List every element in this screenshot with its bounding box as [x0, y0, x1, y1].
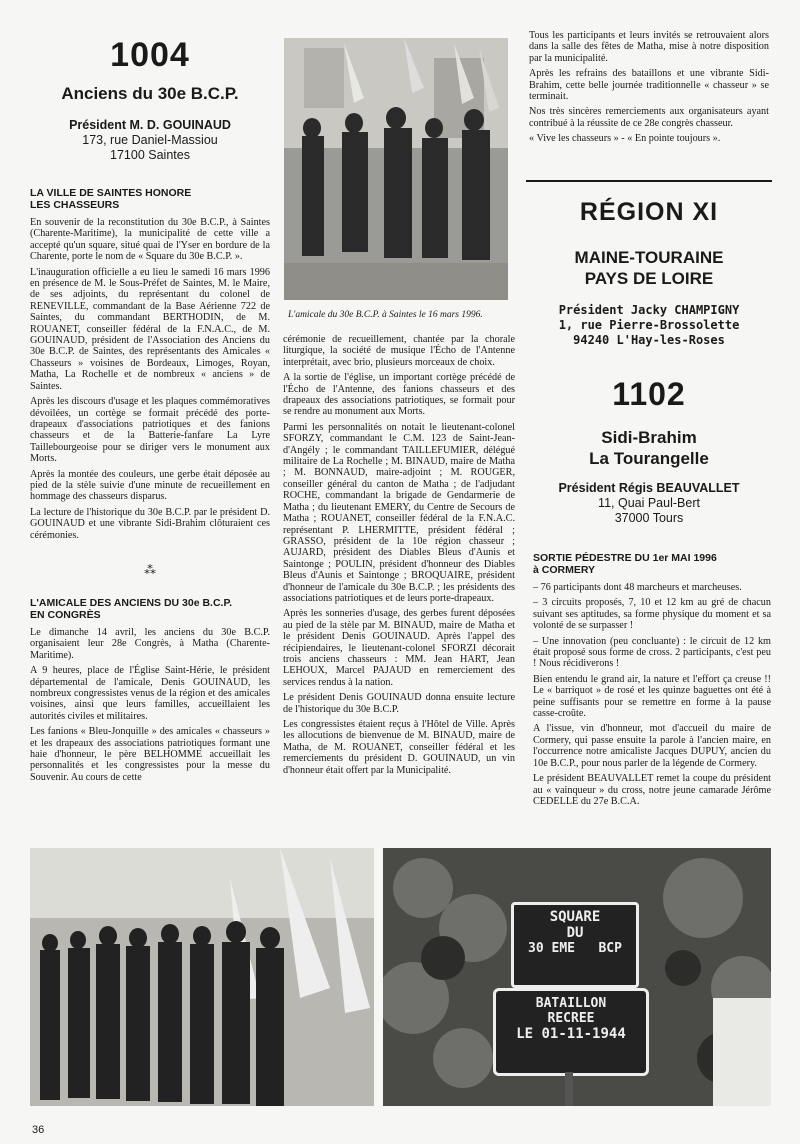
club-1102-block	[526, 376, 772, 526]
square-name-sign	[511, 902, 639, 988]
right-top-text	[529, 30, 769, 149]
ceremony-photo	[284, 38, 508, 300]
paragraph: A l'issue, vin d'honneur, mot d'accueil du maire de Cormery, qui passe ensuite la parole à l'ancien maire, en l'occurrence notre amicaliste Jacques DUPUY, ancien du 10e B.C.P., pour nous parler de la légende de Cormery.	[533, 723, 771, 769]
paragraph: Le président Denis GOUINAUD donna ensuite lecture de l'historique du 30e B.C.P.	[283, 692, 515, 715]
paragraph: A 9 heures, place de l'Église Saint-Hérie, le président départemental de l'amicale, Denis GOUINAUD, les nombreux congressistes venus de la région et des amicales voisines, ainsi que leurs familles, accueillaient les autorités civiles et militaires.	[30, 665, 270, 722]
address-line: 173, rue Daniel-Massiou	[82, 133, 218, 147]
sign-text: 30 EME BCP	[528, 941, 622, 956]
paragraph: – 76 participants dont 48 marcheurs et marcheuses.	[533, 582, 742, 593]
club-title: Anciens du 30e B.C.P.	[61, 84, 239, 103]
president-block	[30, 118, 270, 163]
heading-line: L'AMICALE DES ANCIENS DU 30e B.C.P.	[30, 596, 233, 609]
paragraph: Après la montée des couleurs, une gerbe était déposée au pied de la stèle suivie d'une minute de recueillement en hommage des chasseurs disparus.	[30, 468, 270, 503]
paragraph: « Vive les chasseurs » - « En pointe toujours ».	[529, 133, 721, 145]
sign-text: SQUARE	[549, 909, 601, 925]
paragraph: Tous les participants et leurs invités se retrouvaient alors dans la salle des fêtes de Matha, mise à notre disposition par la municipalité.	[529, 30, 769, 64]
region-subtitle: PAYS DE LOIRE	[584, 269, 714, 288]
region-subtitle: MAINE-TOURAINE	[574, 248, 724, 267]
heading-line: à CORMERY	[533, 564, 596, 576]
section-heading	[30, 187, 270, 211]
paragraph: Après les refrains des bataillons et une vibrante Sidi-Brahim, cette belle journée traditionnelle « chasseur » se terminait.	[529, 68, 769, 103]
sign-text: RECREE	[547, 1011, 595, 1026]
sign-text: BATAILLON	[535, 996, 607, 1011]
paragraph: Parmi les personnalités on notait le lieutenant-colonel SFORZY, commandant le C.M. 123 de Saint-Jean-d'Angély ; le commandant TAILLEFUMIER, délégué militaire de La Rochelle ; M. BINAUD, maire de Matha ; M. BONNAUD, maire-adjoint ; M. ROUGER, conseiller général du canton de Matha ; de l'adjudant ROCHE, commandant la brigade de Gendarmerie de Matha ; du lieutenant EMERY, du Centre de Secours de Matha ; ROUANET, conseiller fédéral de la F.N.A.C. représentant P. LHERMITTE, président fédéral ; GRASSO, président de la 10e région chasseur ; AUJARD, président des Diables Bleus d'Aunis et Saintonge ; POULIN, président d'honneur des Diables Bleus d'Aunis et Saintonge ; BROQUAIRE, président d'honneur de l'amicale du 30e B.C.P. ; les présidents des associations patriotiques et de leurs porte-drapeaux.	[283, 421, 515, 604]
left-column	[30, 36, 270, 787]
club-title: Sidi-Brahim	[601, 428, 697, 447]
paragraph: Les congressistes étaient reçus à l'Hôtel de Ville. Après les allocutions de bienvenue de M. BINAUD, maire de Matha, de M. ROUANET, conseiller fédéral et les remerciements du président D. GOUINAUD, un vin d'honneur était offert par la Municipalité.	[283, 719, 515, 776]
address-line: 94240 L'Hay-les-Roses	[573, 333, 725, 347]
address-line: 11, Quai Paul-Bert	[598, 496, 700, 510]
sign-text: LE 01-11-1944	[516, 1026, 626, 1042]
square-sign-photo	[383, 848, 771, 1106]
flag-bearers-photo	[30, 848, 374, 1106]
paragraph: cérémonie de recueillement, chantée par la chorale liturgique, la société de musique l'Écho de l'Antenne interprétait, avec brio, plusieurs morceaux de choix.	[283, 334, 515, 368]
address-line: 37000 Tours	[614, 511, 684, 525]
club-number-1004: 1004	[110, 36, 190, 74]
heading-line: LES CHASSEURS	[30, 199, 120, 211]
bataillon-sign	[493, 988, 649, 1076]
paragraph: L'inauguration officielle a eu lieu le samedi 16 mars 1996 en présence de M. le Sous-Préfet de Saintes, M. le Maire, de ses adjoints, du représentant du colonel de RENEVILLE, commandant de la Base Aérienne 722 de Saintes, du commandant BERTHODIN, de M. ROUANET, conseiller fédéral de la F.N.A.C., de M. GOUINAUD, président de l'Association des Anciens du 30e B.C.P. de Saintes, des représentants des Amicales « Chasseurs » voisines de Bordeaux, Limoges, Royan, Matha, La Rochelle et de nombreux « anciens » de Saintes.	[30, 266, 270, 392]
club-title: La Tourangelle	[589, 449, 709, 468]
page-number: 36	[32, 1124, 45, 1136]
paragraph: A la sortie de l'église, un important cortège précédé de l'Écho de l'Antenne, des fanions chasseurs et des drapeaux des associations patriotiques, se formait pour se rendre au monument aux Morts.	[283, 372, 515, 418]
paragraph: Le dimanche 14 avril, les anciens du 30e B.C.P. organisaient leur 28e Congrès, à Matha (Charente-Maritime).	[30, 626, 270, 661]
article-body	[30, 627, 270, 783]
article-body	[30, 217, 270, 541]
photo-caption: L'amicale du 30e B.C.P. à Saintes le 16 mars 1996.	[288, 310, 483, 320]
president-name: Président Jacky CHAMPIGNY	[558, 303, 740, 317]
ceremony-photo-image	[284, 38, 508, 300]
region-president-block	[526, 303, 772, 348]
heading-line: SORTIE PÉDESTRE DU 1er MAI 1996	[533, 552, 717, 564]
flag-bearers-image	[30, 848, 374, 1106]
sign-post	[565, 1072, 573, 1106]
club-number-1102: 1102	[612, 376, 686, 412]
section-divider	[526, 180, 772, 182]
paragraph: Après les discours d'usage et les plaques commémoratives dévoilées, un cortège se formait précédé des porte-drapeaux d'associations patriotiques et des fanions chasseurs et de la Batterie-fanfare La Lyre Taillebourgeoise pour se diriger vers le monument aux Morts.	[30, 396, 270, 465]
region-title: RÉGION XI	[579, 198, 719, 226]
separator-ornament: ⁂	[144, 562, 156, 577]
paragraph: Les fanions « Bleu-Jonquille » des amicales « chasseurs » et les drapeaux des associations patriotiques formant une haie d'honneur, le père BELHOMME accueillait les personnalités et les congressistes pour la messe du Souvenir. Au cours de cette	[30, 726, 270, 783]
president-name: Président M. D. GOUINAUD	[69, 118, 231, 132]
paragraph: – Une innovation (peu concluante) : le circuit de 12 km était proposé sous forme de cross. 2 participants, c'est peu ! Nous récidiverons !	[533, 635, 771, 670]
paragraph: – 3 circuits proposés, 7, 10 et 12 km au gré de chacun suivant ses aptitudes, sa forme physique du moment et sa volonté de se surpasser !	[533, 597, 771, 632]
address-line: 1, rue Pierre-Brossolette	[558, 318, 740, 332]
middle-article-body	[283, 334, 515, 780]
paragraph: Le président BEAUVALLET remet la coupe du président au « vainqueur » du cross, notre jeune camarade Jérôme CEDELLE du 27e B.C.A.	[533, 773, 771, 807]
paragraph: Après les sonneries d'usage, des gerbes furent déposées au pied de la stèle par M. BINAUD, maire de Matha et le président Denis GOUINAUD. Après l'appel des récipiendaires, le lieutenant-colonel SFORZI décorait trois anciens chasseurs : MM. Jean HART, Jean LEHOUX, Marcel PAJAUD en remerciement des services rendus à la nation.	[283, 608, 515, 688]
address-line: 17100 Saintes	[110, 148, 190, 162]
heading-line: LA VILLE DE SAINTES HONORE	[30, 187, 192, 199]
article-body	[533, 582, 771, 807]
paragraph: En souvenir de la reconstitution du 30e B.C.P., à Saintes (Charente-Maritime), la municipalité de cette ville a accepté qu'un square, situé quai de l'Yser en bordure de la Charente, porte le nom de « Square du 30e B.C.P. ».	[30, 217, 270, 263]
paragraph: Nos très sincères remerciements aux organisateurs ayant contribué à la réussite de ce 28e congrès chasseur.	[529, 106, 769, 129]
president-block	[526, 481, 772, 526]
heading-line: EN CONGRÈS	[30, 608, 101, 621]
region-block	[526, 198, 772, 348]
sortie-article	[533, 552, 771, 811]
section-heading	[533, 552, 771, 576]
sign-text: DU	[566, 925, 584, 941]
paragraph: La lecture de l'historique du 30e B.C.P. par le président D. GOUINAUD et une vibrante Sidi-Brahim clôturaient ces cérémonies.	[30, 506, 270, 541]
paragraph: Bien entendu le grand air, la nature et l'effort ça creuse !! Le « barriquot » de rosé et les quinze baguettes ont été à peine suffisants pour se remettre en forme à la pause casse-croûte.	[533, 673, 771, 720]
president-name: Président Régis BEAUVALLET	[558, 481, 740, 495]
section-heading	[30, 597, 270, 621]
